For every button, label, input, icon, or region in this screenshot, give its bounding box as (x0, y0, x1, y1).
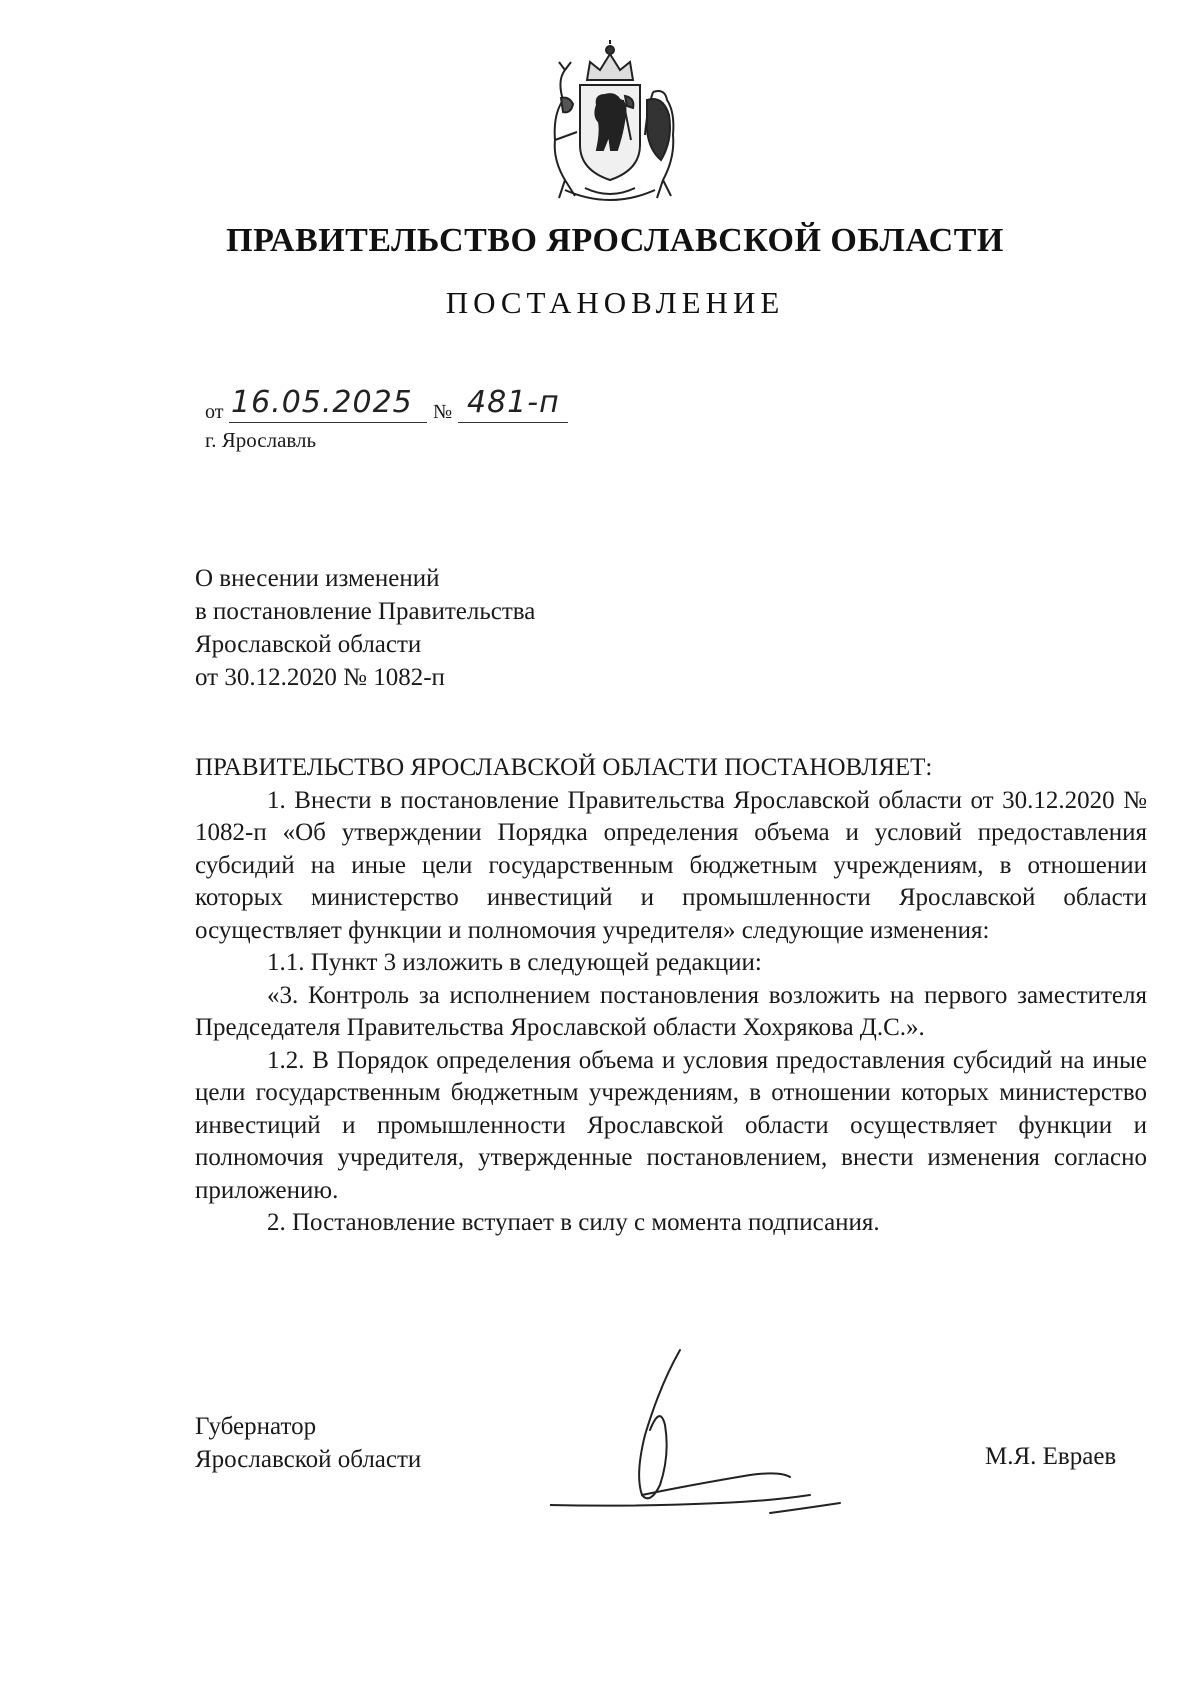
preamble: ПРАВИТЕЛЬСТВО ЯРОСЛАВСКОЙ ОБЛАСТИ ПОСТАНОВЛЯЕТ: (195, 754, 933, 781)
coat-of-arms-emblem (535, 40, 685, 205)
handwritten-date: 16.05.2025 (231, 385, 413, 420)
paragraph-1: 1. Внести в постановление Правительства Ярославской области от 30.12.2020 № 1082-п «Об утверждении Порядка определения объема и условий предоставления субсидий на иные цели государственным бюджетным учреждениям, в отношении которых министерство инвестиций и промышленности Ярославской области осуществляет функции и полномочия учредителя» следующие изменения: (195, 786, 1147, 944)
position-line: Ярославской области (195, 1446, 422, 1473)
signatory-position (195, 1410, 421, 1476)
city: г. Ярославль (205, 428, 317, 452)
document-type: ПОСТАНОВЛЕНИЕ (445, 285, 785, 320)
subject-line: Ярославской области (195, 631, 422, 658)
signatory-name: М.Я. Евраев (985, 1443, 1117, 1470)
position-line: Губернатор (195, 1413, 317, 1440)
number-underline (458, 422, 568, 423)
date-prefix: от (205, 401, 224, 423)
subject-line: О внесении изменений (195, 565, 440, 592)
subject-line: от 30.12.2020 № 1082-п (195, 664, 445, 691)
paragraph-2: 2. Постановление вступает в силу с момента подписания. (267, 1209, 880, 1236)
organization-title: ПРАВИТЕЛЬСТВО ЯРОСЛАВСКОЙ ОБЛАСТИ (226, 222, 1004, 259)
paragraph-1-1-quote: «3. Контроль за исполнением постановления возложить на первого заместителя Председателя Правительства Ярославской области Хохрякова Д.С.». (195, 981, 1147, 1041)
number-prefix: № (433, 401, 453, 423)
paragraph-1-1: 1.1. Пункт 3 изложить в следующей редакции: (267, 949, 762, 976)
document-subject (195, 562, 715, 694)
paragraph-1-2: 1.2. В Порядок определения объема и условия предоставления субсидий на иные цели государственным бюджетным учреждениям, в отношении которых министерство инвестиций и промышленности Ярославской области осуществляет функции и полномочия учредителя, утвержденные постановлением, внести изменения согласно приложению. (195, 1046, 1147, 1204)
document-body (195, 752, 1147, 1240)
subject-line: в постановление Правительства (195, 598, 536, 625)
date-number-line (205, 385, 605, 425)
handwritten-signature (550, 1345, 910, 1520)
handwritten-number: 481-п (467, 385, 560, 420)
date-underline (229, 422, 427, 423)
